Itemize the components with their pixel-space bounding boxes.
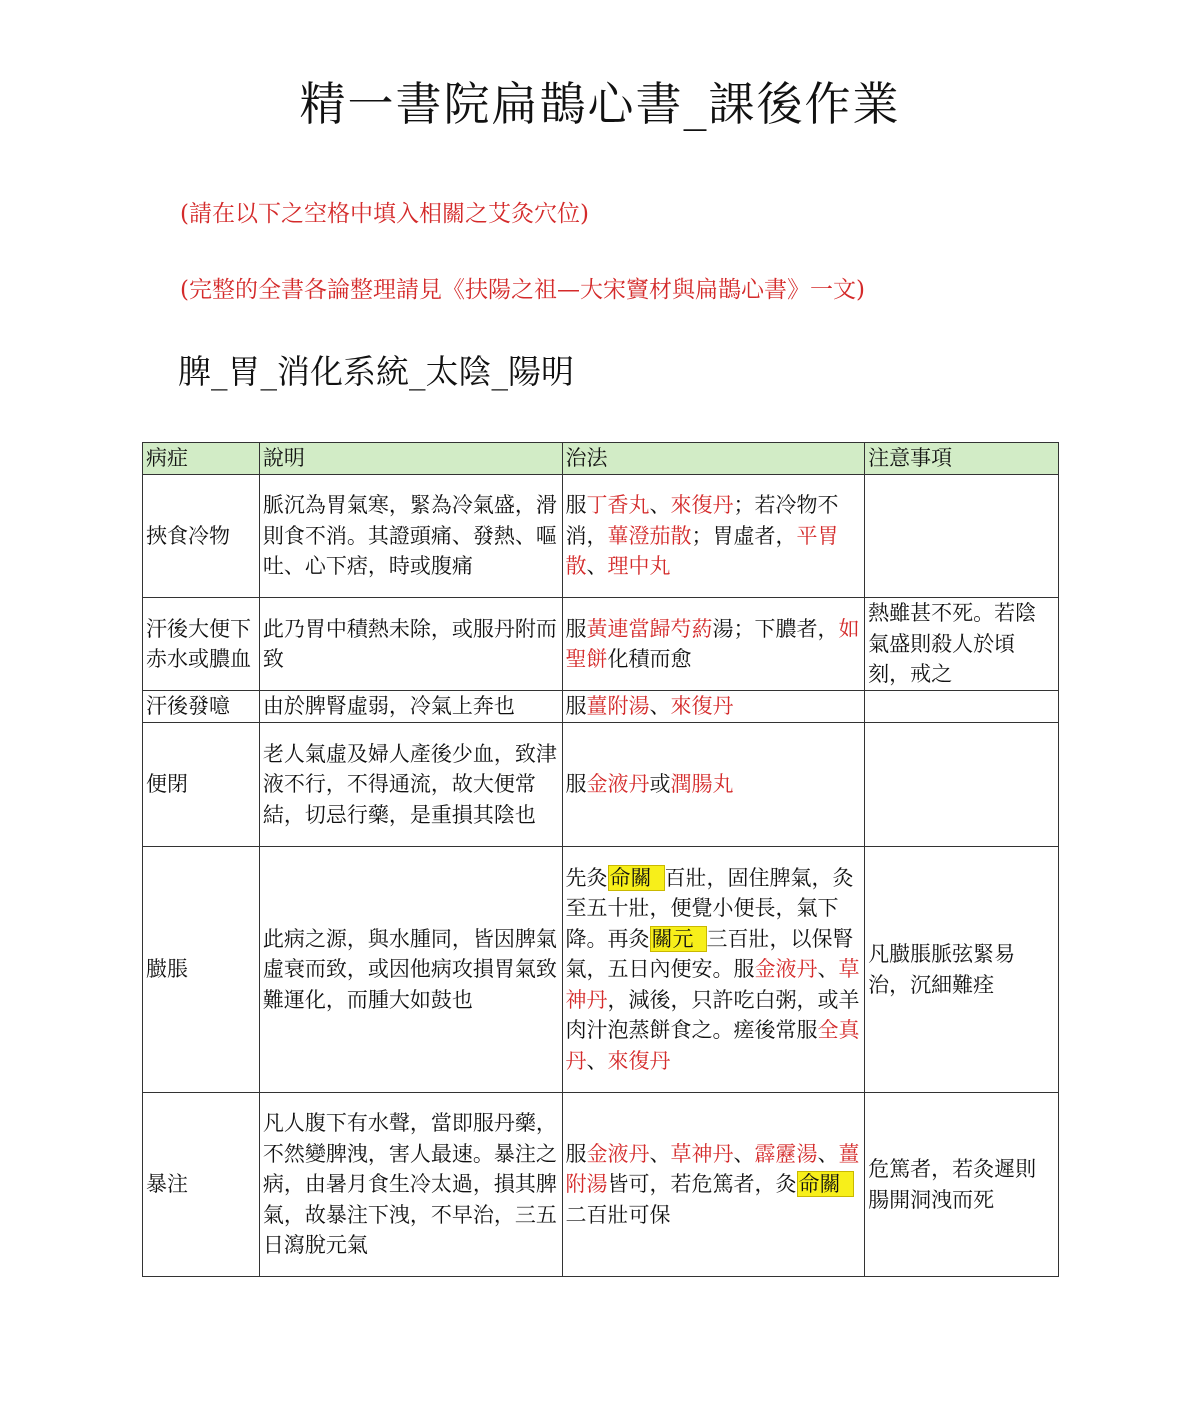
- acupoint-highlight: 命關: [797, 1171, 854, 1197]
- disease-cell: 臌脹: [143, 847, 260, 1093]
- treatment-text: 服: [565, 616, 587, 641]
- treatment-text: 、: [817, 1141, 839, 1166]
- explanation-cell: 老人氣虛及婦人產後少血，致津液不行，不得通流，故大便常結，切忌行藥，是重損其陰也: [259, 723, 562, 847]
- medicine-name: 金液丹: [586, 1141, 650, 1166]
- acupoint-highlight: 關元: [650, 926, 707, 952]
- treatment-text: 服: [565, 493, 587, 518]
- disease-cell: 挾食冷物: [143, 475, 260, 598]
- treatment-text: 皆可，若危篤者，灸: [607, 1172, 797, 1197]
- acupoint-highlight: 命關: [608, 865, 665, 891]
- page-title: 精一書院扁鵲心書_課後作業: [299, 77, 901, 131]
- notes-cell: 凡臌脹脈弦緊易治，沉細難痊: [865, 847, 1059, 1093]
- medicine-name: 金液丹: [754, 957, 818, 982]
- disease-cell: 汗後發噫: [143, 691, 260, 723]
- reference-note: (完整的全書各論整理請見《扶陽之祖—大宋竇材與扁鵲心書》一文): [180, 277, 865, 303]
- medicine-name: 來復丹: [670, 493, 734, 518]
- treatment-text: 百壯，固住脾氣，灸至五十壯，便覺小便長，氣下降。再灸: [565, 865, 854, 951]
- medicine-name: 黃連當歸芍葯: [586, 616, 713, 641]
- medicine-name: 丁香丸: [586, 493, 650, 518]
- treatment-text: 、: [586, 1048, 608, 1073]
- medicine-name: 如聖餅: [565, 616, 860, 671]
- treatment-text: 服: [565, 694, 587, 719]
- disease-cell: 便閉: [143, 723, 260, 847]
- medicine-name: 草神丹: [565, 957, 860, 1012]
- explanation-cell: 脈沉為胃氣寒，緊為冷氣盛，滑則食不消。其證頭痛、發熱、嘔吐、心下痞，時或腹痛: [259, 475, 562, 598]
- medicine-name: 來復丹: [607, 1048, 671, 1073]
- notes-cell: 熱雖甚不死。若陰氣盛則殺人於頃刻，戒之: [865, 598, 1059, 691]
- medicine-name: 理中丸: [607, 554, 671, 579]
- treatment-text: ；胃虛者，: [691, 523, 797, 548]
- medicine-name: 蓽澄茄散: [607, 523, 692, 548]
- treatment-text: ，減後，只許吃白粥，或羊肉汁泡蒸餅食之。瘥後常服: [565, 987, 860, 1043]
- treatment-text: 服: [565, 1141, 587, 1166]
- treatment-cell: [562, 847, 865, 1093]
- notes-cell: [865, 475, 1059, 598]
- treatment-cell: [562, 598, 865, 691]
- medicine-name: 潤腸丸: [670, 772, 734, 797]
- treatment-text: 先灸: [565, 865, 608, 890]
- treatment-text: 服: [565, 772, 587, 797]
- header-treatment: 治法: [562, 443, 865, 475]
- explanation-cell: 凡人腹下有水聲，當即服丹藥，不然變脾洩，害人最速。暴注之病，由暑月食生冷太過，損其脾氣，故暴注下洩，不早治，三五日瀉脫元氣: [259, 1093, 562, 1277]
- treatment-cell: [562, 1093, 865, 1277]
- header-disease: 病症: [143, 443, 260, 475]
- notes-cell: 危篤者，若灸遲則腸開洞洩而死: [865, 1093, 1059, 1277]
- medicine-name: 薑附湯: [565, 1141, 860, 1197]
- treatment-text: 三百壯，以保腎氣，五日內便安。服: [565, 926, 854, 982]
- medicine-name: 平胃散: [565, 523, 839, 579]
- notes-cell: [865, 723, 1059, 847]
- treatment-text: 或: [649, 772, 671, 797]
- treatment-text: 、: [586, 554, 608, 579]
- medicine-name: 全真丹: [565, 1018, 860, 1073]
- treatment-cell: [562, 691, 865, 723]
- medicine-name: 霹靂湯: [754, 1141, 818, 1166]
- treatment-text: 、: [649, 1141, 671, 1166]
- treatment-cell: [562, 723, 865, 847]
- disease-cell: 暴注: [143, 1093, 260, 1277]
- header-explanation: 說明: [259, 443, 562, 475]
- treatment-text: 二百壯可保: [565, 1202, 671, 1227]
- treatment-text: 湯；下膿者，: [712, 616, 839, 641]
- treatment-text: 化積而愈: [607, 647, 692, 671]
- table-row: [143, 598, 1059, 691]
- section-heading: 脾_胃_消化系統_太陰_陽明: [178, 352, 574, 391]
- table-row: [143, 475, 1059, 598]
- table-row: [143, 691, 1059, 723]
- table-row: [143, 723, 1059, 847]
- medicine-name: 來復丹: [670, 694, 734, 719]
- explanation-cell: 此病之源，與水腫同，皆因脾氣虛衰而致，或因他病攻損胃氣致難運化，而腫大如鼓也: [259, 847, 562, 1093]
- treatment-text: 、: [817, 957, 839, 982]
- treatment-text: 、: [649, 694, 671, 719]
- table-row: [143, 847, 1059, 1093]
- treatment-cell: [562, 475, 865, 598]
- header-notes: 注意事項: [865, 443, 1059, 475]
- treatment-text: 、: [733, 1141, 755, 1166]
- treatment-text: ；若冷物不消，: [565, 493, 839, 548]
- table-row: [143, 1093, 1059, 1277]
- disease-cell: 汗後大便下赤水或膿血: [143, 598, 260, 691]
- medicine-name: 草神丹: [670, 1141, 734, 1166]
- instruction-note: (請在以下之空格中填入相關之艾灸穴位): [180, 201, 589, 227]
- explanation-cell: 由於脾腎虛弱，冷氣上奔也: [259, 691, 562, 723]
- treatment-table: [142, 442, 1059, 1277]
- table-header-row: [143, 443, 1059, 475]
- notes-cell: [865, 691, 1059, 723]
- medicine-name: 金液丹: [586, 772, 650, 797]
- explanation-cell: 此乃胃中積熱未除，或服丹附而致: [259, 598, 562, 691]
- medicine-name: 薑附湯: [586, 694, 650, 719]
- treatment-text: 、: [649, 493, 671, 518]
